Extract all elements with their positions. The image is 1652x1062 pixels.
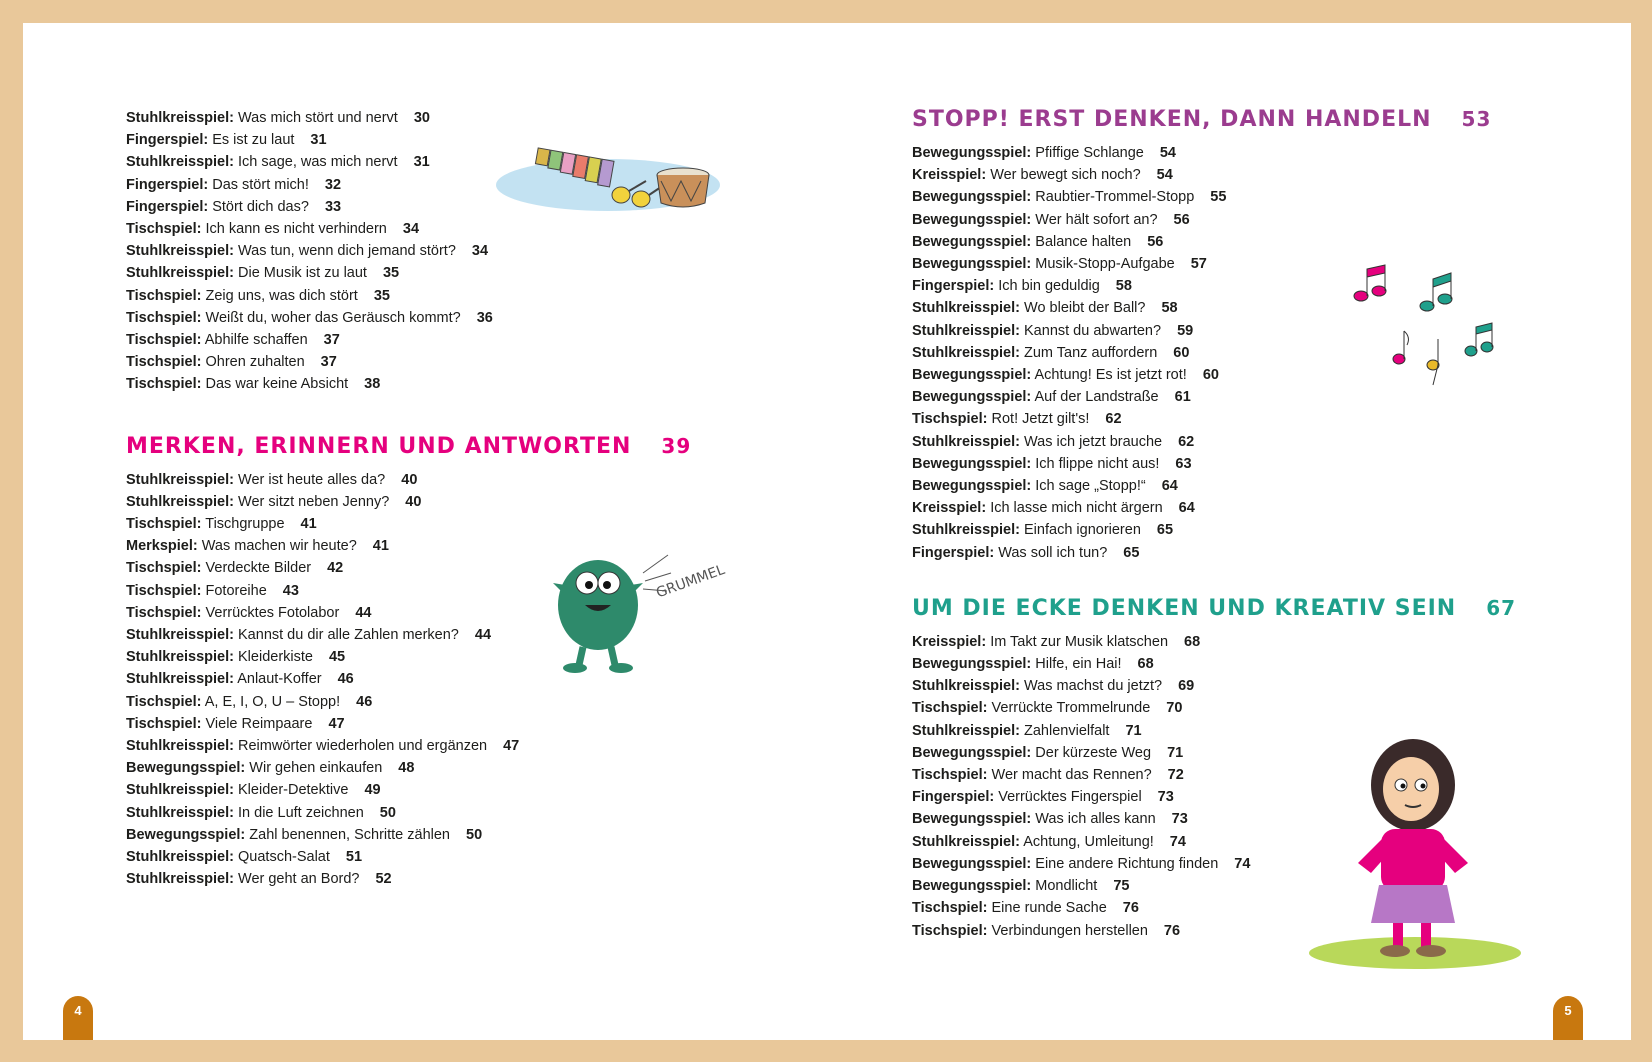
toc-entry [912, 142, 1512, 164]
entry-category: Kreisspiel: [912, 633, 987, 650]
entry-category: Stuhlkreisspiel: [126, 627, 234, 644]
entry-category: Tischspiel: [912, 411, 988, 428]
entry-page-number: 74 [1234, 855, 1251, 872]
entry-title: Viele Reimpaare [205, 715, 313, 732]
section-title: UM DIE ECKE DENKEN UND KREATIV SEIN [912, 595, 1457, 621]
entry-page-number: 60 [1202, 367, 1219, 384]
entry-title: Wer ist heute alles da? [238, 471, 386, 488]
toc-entry [126, 491, 726, 513]
entry-page-number: 40 [401, 471, 418, 488]
entry-title: Verrücktes Fotolabor [205, 604, 340, 621]
entry-category: Tischspiel: [126, 604, 202, 621]
entry-page-number: 48 [398, 760, 415, 777]
entry-page-number: 35 [382, 265, 400, 282]
toc-entry [126, 757, 726, 779]
toc-entry [912, 519, 1512, 541]
entry-category: Fingerspiel: [912, 544, 995, 561]
entry-page-number: 47 [328, 715, 345, 732]
entry-page-number: 51 [345, 849, 363, 866]
entry-category: Stuhlkreisspiel: [126, 471, 234, 488]
entry-page-number: 45 [328, 649, 346, 666]
entry-page-number: 71 [1167, 744, 1184, 761]
entry-category: Stuhlkreisspiel: [912, 722, 1020, 739]
entry-page-number: 36 [476, 309, 493, 326]
entry-page-number: 56 [1147, 233, 1164, 250]
toc-entry [912, 497, 1512, 519]
entry-title: Eine runde Sache [991, 900, 1107, 917]
book-spread [23, 23, 1631, 1040]
section-title: MERKEN, ERINNERN UND ANTWORTEN [126, 433, 632, 459]
entry-page-number: 58 [1115, 278, 1132, 295]
entry-category: Tischspiel: [126, 287, 202, 304]
entry-page-number: 69 [1178, 678, 1195, 695]
entry-title: Was mich stört und nervt [238, 110, 398, 126]
entry-category: Bewegungsspiel: [912, 189, 1032, 206]
entry-page-number: 38 [364, 376, 381, 393]
entry-page-number: 60 [1173, 344, 1190, 361]
toc-entry [126, 868, 726, 890]
entry-title: Musik-Stopp-Aufgabe [1035, 256, 1175, 273]
toc-entry [126, 713, 726, 735]
entry-category: Bewegungsspiel: [912, 455, 1032, 472]
entry-page-number: 47 [503, 738, 520, 755]
toc-entry [126, 262, 726, 284]
entry-page-number: 57 [1190, 256, 1207, 273]
entry-page-number: 32 [324, 176, 342, 193]
entry-page-number: 72 [1167, 767, 1184, 784]
entry-page-number: 64 [1178, 500, 1195, 517]
toc-entry [126, 691, 726, 713]
entry-page-number: 34 [471, 243, 489, 260]
entry-category: Tischspiel: [126, 309, 202, 326]
section-page-number: 67 [1486, 595, 1517, 620]
toc-entry [126, 802, 726, 824]
entry-title: Es ist zu laut [212, 132, 295, 149]
entry-page-number: 75 [1113, 878, 1130, 895]
entry-title: Achtung! Es ist jetzt rot! [1034, 367, 1187, 384]
toc-entry [912, 475, 1512, 497]
entry-page-number: 44 [474, 627, 492, 644]
entry-page-number: 31 [310, 132, 327, 149]
entry-category: Stuhlkreisspiel: [126, 265, 234, 282]
entry-category: Stuhlkreisspiel: [912, 300, 1020, 317]
entry-page-number: 56 [1173, 211, 1190, 228]
entry-title: Was ich alles kann [1035, 811, 1156, 828]
toc-entry [126, 513, 726, 535]
entry-page-number: 64 [1161, 478, 1178, 495]
entry-title: Wo bleibt der Ball? [1024, 300, 1146, 317]
entry-page-number: 46 [337, 671, 354, 688]
entry-page-number: 31 [413, 154, 430, 171]
entry-page-number: 58 [1161, 300, 1178, 317]
entry-page-number: 37 [323, 332, 340, 349]
toc-entry [912, 186, 1512, 208]
entry-page-number: 62 [1105, 411, 1122, 428]
entry-category: Bewegungsspiel: [912, 878, 1032, 895]
entry-title: Verdeckte Bilder [205, 560, 312, 577]
toc-entry [126, 329, 726, 351]
entry-category: Tischspiel: [126, 582, 202, 599]
entry-title: Ich sage, was mich nervt [238, 154, 398, 171]
entry-title: Ich sage „Stopp!“ [1035, 478, 1146, 495]
entry-page-number: 76 [1122, 900, 1139, 917]
section-heading-um-die-ecke [912, 594, 1517, 623]
entry-title: Quatsch-Salat [238, 849, 330, 866]
monster-illustration [543, 543, 733, 678]
entry-category: Stuhlkreisspiel: [126, 738, 234, 755]
toc-entry [912, 231, 1512, 253]
music-notes-illustration [1349, 261, 1499, 391]
entry-page-number: 35 [373, 287, 390, 304]
entry-title: Einfach ignorieren [1024, 522, 1141, 539]
entry-category: Bewegungsspiel: [912, 389, 1032, 406]
girl-illustration [1303, 733, 1523, 978]
instruments-illustration [496, 133, 726, 223]
entry-page-number: 50 [379, 804, 396, 821]
entry-title: Pfiffige Schlange [1035, 145, 1144, 161]
entry-title: Wer hält sofort an? [1035, 211, 1158, 228]
entry-category: Bewegungsspiel: [912, 367, 1032, 384]
entry-category: Tischspiel: [126, 221, 202, 238]
toc-entry [912, 164, 1512, 186]
entry-category: Kreisspiel: [912, 500, 987, 517]
left-section-list [126, 469, 726, 891]
entry-category: Bewegungsspiel: [126, 760, 246, 777]
entry-title: Tischgruppe [205, 516, 285, 533]
entry-page-number: 49 [364, 782, 381, 799]
entry-title: Was ich jetzt brauche [1024, 433, 1163, 450]
entry-page-number: 54 [1159, 145, 1176, 161]
entry-page-number: 74 [1169, 833, 1186, 850]
entry-page-number: 71 [1125, 722, 1142, 739]
toc-entry [126, 735, 726, 757]
page-number-right: 5 [1553, 996, 1583, 1040]
entry-category: Bewegungsspiel: [912, 256, 1032, 273]
entry-title: Was soll ich tun? [998, 544, 1108, 561]
entry-page-number: 34 [402, 221, 420, 238]
entry-title: Wir gehen einkaufen [249, 760, 383, 777]
entry-category: Stuhlkreisspiel: [126, 671, 234, 688]
entry-title: Das stört mich! [212, 176, 309, 193]
entry-page-number: 46 [356, 693, 373, 710]
entry-page-number: 52 [375, 871, 392, 888]
entry-title: Stört dich das? [212, 198, 309, 215]
section-page-number: 53 [1461, 107, 1492, 131]
section-heading-merken [126, 432, 726, 461]
entry-category: Stuhlkreisspiel: [126, 154, 234, 171]
entry-title: Ich kann es nicht verhindern [205, 221, 387, 238]
toc-entry [912, 408, 1512, 430]
toc-entry [912, 653, 1512, 675]
entry-title: Verrücktes Fingerspiel [998, 789, 1142, 806]
entry-category: Stuhlkreisspiel: [912, 433, 1020, 450]
entry-title: Balance halten [1035, 233, 1132, 250]
entry-title: Wer macht das Rennen? [991, 767, 1152, 784]
entry-page-number: 59 [1177, 322, 1194, 339]
toc-entry [912, 453, 1512, 475]
entry-title: Was machst du jetzt? [1024, 678, 1163, 695]
entry-title: Ohren zuhalten [205, 354, 305, 371]
entry-category: Merkspiel: [126, 538, 198, 555]
entry-category: Stuhlkreisspiel: [126, 849, 234, 866]
entry-title: Zahl benennen, Schritte zählen [249, 826, 451, 843]
entry-page-number: 50 [466, 826, 483, 843]
entry-title: Was tun, wenn dich jemand stört? [238, 243, 456, 260]
entry-page-number: 42 [327, 560, 344, 577]
entry-category: Stuhlkreisspiel: [912, 344, 1020, 361]
entry-title: Wer sitzt neben Jenny? [238, 493, 390, 510]
toc-entry [126, 351, 726, 373]
entry-category: Stuhlkreisspiel: [912, 833, 1020, 850]
entry-title: In die Luft zeichnen [238, 804, 364, 821]
entry-title: Zum Tanz auffordern [1024, 344, 1158, 361]
entry-category: Bewegungsspiel: [912, 478, 1032, 495]
entry-title: Zeig uns, was dich stört [205, 287, 358, 304]
entry-title: Weißt du, woher das Geräusch kommt? [205, 309, 461, 326]
entry-category: Bewegungsspiel: [912, 744, 1032, 761]
toc-entry [126, 373, 726, 395]
entry-title: Ich bin geduldig [998, 278, 1100, 295]
entry-category: Stuhlkreisspiel: [126, 493, 234, 510]
entry-title: Eine andere Richtung finden [1035, 855, 1219, 872]
entry-page-number: 30 [413, 110, 430, 126]
toc-entry [912, 209, 1512, 231]
entry-page-number: 73 [1171, 811, 1188, 828]
entry-title: Ich lasse mich nicht ärgern [990, 500, 1163, 517]
entry-page-number: 43 [282, 582, 299, 599]
section-heading-stopp [912, 105, 1512, 134]
toc-entry [126, 107, 726, 129]
entry-title: Verbindungen herstellen [991, 922, 1148, 939]
entry-category: Fingerspiel: [126, 132, 209, 149]
entry-category: Tischspiel: [912, 767, 988, 784]
toc-entry [912, 542, 1512, 564]
entry-category: Bewegungsspiel: [912, 811, 1032, 828]
entry-page-number: 76 [1163, 922, 1181, 939]
page-number-left: 4 [63, 996, 93, 1040]
entry-category: Stuhlkreisspiel: [126, 110, 234, 126]
entry-category: Stuhlkreisspiel: [912, 522, 1020, 539]
entry-title: Wer geht an Bord? [238, 871, 360, 888]
toc-entry [126, 469, 726, 491]
entry-page-number: 37 [320, 354, 337, 371]
entry-category: Bewegungsspiel: [912, 211, 1032, 228]
toc-entry [912, 431, 1512, 453]
entry-title: Zahlenvielfalt [1024, 722, 1110, 739]
entry-page-number: 54 [1156, 167, 1173, 184]
entry-title: Verrückte Trommelrunde [991, 700, 1151, 717]
entry-category: Tischspiel: [126, 560, 202, 577]
entry-title: Wer bewegt sich noch? [990, 167, 1141, 184]
entry-page-number: 41 [372, 538, 389, 555]
entry-category: Bewegungsspiel: [912, 855, 1032, 872]
entry-page-number: 41 [300, 516, 317, 533]
entry-category: Bewegungsspiel: [912, 656, 1032, 673]
entry-title: Reimwörter wiederholen und ergänzen [238, 738, 488, 755]
toc-entry [912, 675, 1512, 697]
entry-title: Kannst du dir alle Zahlen merken? [238, 627, 459, 644]
entry-category: Tischspiel: [126, 376, 202, 393]
toc-entry [126, 307, 726, 329]
entry-category: Stuhlkreisspiel: [126, 871, 234, 888]
entry-title: Der kürzeste Weg [1035, 744, 1152, 761]
entry-category: Tischspiel: [126, 354, 202, 371]
entry-category: Tischspiel: [126, 516, 202, 533]
entry-category: Bewegungsspiel: [912, 233, 1032, 250]
entry-title: Was machen wir heute? [201, 538, 357, 555]
toc-entry [126, 240, 726, 262]
entry-category: Fingerspiel: [126, 198, 209, 215]
left-column [126, 107, 726, 891]
entry-title: Auf der Landstraße [1034, 389, 1159, 406]
entry-page-number: 62 [1178, 433, 1195, 450]
entry-page-number: 33 [324, 198, 342, 215]
toc-entry [126, 824, 726, 846]
entry-title: Anlaut-Koffer [237, 671, 322, 688]
entry-page-number: 65 [1123, 544, 1140, 561]
entry-title: Abhilfe schaffen [204, 332, 308, 349]
entry-title: Das war keine Absicht [205, 376, 349, 393]
grummel-text: GRUMMEL [654, 561, 727, 602]
entry-title: Achtung, Umleitung! [1023, 833, 1154, 850]
entry-title: Kannst du abwarten? [1024, 322, 1162, 339]
entry-category: Stuhlkreisspiel: [126, 782, 234, 799]
entry-title: Kleiderkiste [238, 649, 313, 666]
toc-entry [912, 697, 1512, 719]
toc-entry [126, 779, 726, 801]
entry-page-number: 70 [1166, 700, 1183, 717]
entry-page-number: 44 [355, 604, 372, 621]
entry-title: Im Takt zur Musik klatschen [990, 633, 1169, 650]
entry-category: Tischspiel: [126, 715, 202, 732]
entry-category: Bewegungsspiel: [126, 826, 246, 843]
entry-page-number: 63 [1175, 455, 1192, 472]
entry-page-number: 68 [1137, 656, 1154, 673]
toc-entry [126, 846, 726, 868]
section-page-number: 39 [661, 433, 692, 458]
section-title: STOPP! ERST DENKEN, DANN HANDELN [912, 107, 1432, 132]
entry-page-number: 55 [1210, 189, 1227, 206]
entry-page-number: 61 [1174, 389, 1191, 406]
toc-entry [912, 631, 1512, 653]
entry-category: Tischspiel: [912, 700, 988, 717]
entry-title: Hilfe, ein Hai! [1035, 656, 1122, 673]
entry-category: Stuhlkreisspiel: [126, 804, 234, 821]
entry-title: Die Musik ist zu laut [238, 265, 367, 282]
entry-category: Kreisspiel: [912, 167, 987, 184]
entry-category: Tischspiel: [126, 332, 202, 349]
entry-title: Fotoreihe [205, 582, 267, 599]
entry-category: Stuhlkreisspiel: [912, 678, 1020, 695]
entry-title: Raubtier-Trommel-Stopp [1035, 189, 1195, 206]
entry-category: Tischspiel: [912, 900, 988, 917]
entry-category: Stuhlkreisspiel: [912, 322, 1020, 339]
entry-page-number: 68 [1184, 633, 1201, 650]
entry-category: Bewegungsspiel: [912, 145, 1032, 161]
entry-title: Kleider-Detektive [238, 782, 349, 799]
entry-category: Fingerspiel: [912, 789, 995, 806]
entry-category: Stuhlkreisspiel: [126, 649, 234, 666]
entry-category: Tischspiel: [912, 922, 988, 939]
entry-page-number: 65 [1156, 522, 1174, 539]
entry-category: Stuhlkreisspiel: [126, 243, 234, 260]
entry-category: Tischspiel: [126, 693, 202, 710]
entry-category: Fingerspiel: [912, 278, 995, 295]
entry-title: Mondlicht [1035, 878, 1098, 895]
entry-title: Rot! Jetzt gilt's! [991, 411, 1090, 428]
entry-title: Ich flippe nicht aus! [1035, 455, 1160, 472]
entry-page-number: 73 [1157, 789, 1174, 806]
entry-title: A, E, I, O, U – Stopp! [204, 693, 341, 710]
toc-entry [126, 285, 726, 307]
entry-category: Fingerspiel: [126, 176, 209, 193]
entry-page-number: 40 [405, 493, 422, 510]
